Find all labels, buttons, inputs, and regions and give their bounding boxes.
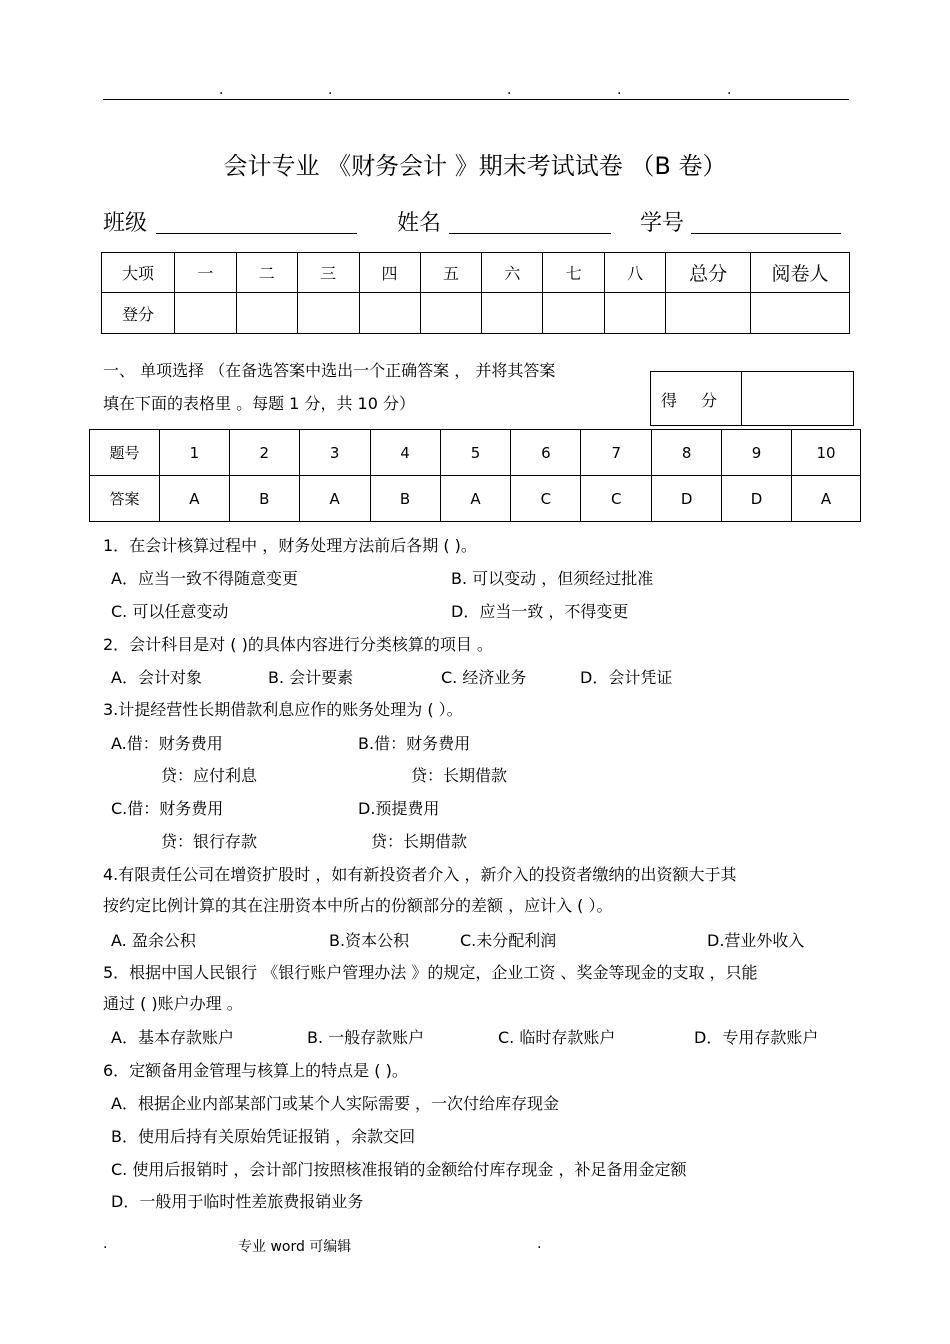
question-1-option-c: C. 可以任意变动 — [111, 602, 229, 621]
score-entry-cell[interactable] — [236, 293, 297, 334]
score-header-cell: 三 — [297, 253, 359, 293]
section1-instruction: 一、 单项选择 （在备选答案中选出一个正确答案 ， 并将其答案 — [103, 361, 556, 380]
question-6-option-b: B．使用后持有关原始凭证报销 ，余款交回 — [111, 1127, 416, 1146]
question-number-cell: 10 — [792, 430, 861, 476]
answer-cell[interactable]: A — [792, 476, 861, 522]
score-header-cell: 阅卷人 — [751, 253, 850, 293]
question-5-stem-line1: 5．根据中国人民银行 《银行账户管理办法 》的规定，企业工资 、奖金等现金的支取 ，只能 — [103, 963, 758, 982]
answer-cell[interactable]: B — [229, 476, 299, 522]
question-1-option-d: D．应当一致 ，不得变更 — [451, 602, 629, 621]
question-1-option-b: B. 可以变动 ，但须经过批准 — [451, 569, 654, 588]
answer-cell[interactable]: D — [652, 476, 722, 522]
question-2-option-b: B. 会计要素 — [268, 668, 354, 687]
question-number-cell: 4 — [370, 430, 440, 476]
section1-instruction: 填在下面的表格里 。每题 1 分，共 10 分） — [103, 394, 415, 413]
question-4-stem-line2: 按约定比例计算的其在注册资本中所占的份额部分的差额 ，应计入 ( ）。 — [103, 896, 613, 915]
score-entry-cell[interactable] — [751, 293, 850, 334]
question-3-option-b-debit: B.借：财务费用 — [358, 734, 471, 753]
question-number-cell: 8 — [652, 430, 722, 476]
score-header-cell: 七 — [543, 253, 605, 293]
question-6-stem: 6．定额备用金管理与核算上的特点是 ( )。 — [103, 1061, 408, 1080]
score-entry-cell[interactable] — [605, 293, 666, 334]
question-4-option-c: C.未分配利润 — [460, 931, 557, 950]
student-id-field[interactable] — [691, 233, 841, 234]
question-3-option-c-debit: C.借：财务费用 — [111, 799, 224, 818]
answer-table — [89, 429, 861, 522]
question-1-option-a: A．应当一致不得随意变更 — [111, 569, 298, 588]
score-entry-cell[interactable] — [174, 293, 236, 334]
question-6-option-a: A．根据企业内部某部门或某个人实际需要 ，一次付给库存现金 — [111, 1094, 560, 1113]
question-number-cell: 2 — [229, 430, 299, 476]
question-5-stem-line2: 通过 ( )账户办理 。 — [103, 994, 243, 1013]
question-3-option-b-credit: 贷：长期借款 — [411, 766, 508, 785]
question-5-option-b: B. 一般存款账户 — [307, 1028, 425, 1047]
answer-cell[interactable]: D — [722, 476, 792, 522]
question-1-stem: 1．在会计核算过程中 ，财务处理方法前后各期 ( )。 — [103, 536, 477, 555]
score-entry-cell[interactable] — [482, 293, 543, 334]
name-field[interactable] — [449, 233, 611, 234]
header-dot: . — [727, 82, 732, 98]
score-header-cell: 一 — [174, 253, 236, 293]
score-header-cell: 六 — [482, 253, 543, 293]
score-header-cell: 大项 — [102, 253, 175, 293]
score-header-cell: 八 — [605, 253, 666, 293]
question-3-option-c-credit: 贷：银行存款 — [161, 832, 258, 851]
score-entry-cell[interactable] — [420, 293, 482, 334]
score-row-label: 登分 — [102, 293, 175, 334]
question-4-option-a: A. 盈余公积 — [111, 931, 196, 950]
score-header-cell: 二 — [236, 253, 297, 293]
exam-title: 会计专业 《财务会计 》期末考试试卷 （B 卷） — [223, 152, 727, 180]
question-2-option-a: A．会计对象 — [111, 668, 202, 687]
answer-cell[interactable]: C — [581, 476, 652, 522]
question-4-option-d: D.营业外收入 — [707, 931, 805, 950]
score-label: 得分 — [661, 391, 742, 410]
question-number-cell: 9 — [722, 430, 792, 476]
score-entry-cell[interactable] — [543, 293, 605, 334]
answer-table-header-label: 题号 — [90, 430, 160, 476]
score-header-cell: 四 — [359, 253, 420, 293]
answer-cell[interactable]: A — [299, 476, 370, 522]
question-5-option-c: C. 临时存款账户 — [498, 1028, 616, 1047]
section-score-box — [650, 371, 854, 426]
class-label: 班级 — [103, 211, 148, 236]
score-entry-cell[interactable] — [359, 293, 420, 334]
score-table — [101, 252, 850, 334]
question-number-cell: 5 — [440, 430, 511, 476]
question-3-option-a-debit: A.借：财务费用 — [111, 734, 223, 753]
question-5-option-d: D．专用存款账户 — [694, 1028, 819, 1047]
question-4-stem-line1: 4.有限责任公司在增资扩股时 ，如有新投资者介入 ，新介入的投资者缴纳的出资额大于其 — [103, 865, 737, 884]
class-field[interactable] — [156, 233, 357, 234]
footer-text: 专业 word 可编辑 — [238, 1239, 352, 1255]
score-entry-cell[interactable] — [666, 293, 751, 334]
question-5-option-a: A．基本存款账户 — [111, 1028, 234, 1047]
question-3-option-a-credit: 贷：应付利息 — [161, 766, 258, 785]
question-3-stem: 3.计提经营性长期借款利息应作的账务处理为 ( ）。 — [103, 700, 463, 719]
footer-dot-right: . — [537, 1236, 542, 1252]
answer-cell[interactable]: A — [159, 476, 229, 522]
score-header-cell: 五 — [420, 253, 482, 293]
question-4-option-b: B.资本公积 — [329, 931, 410, 950]
header-dot: . — [507, 82, 512, 98]
header-dot: . — [219, 82, 224, 98]
header-dot: . — [328, 82, 333, 98]
header-dot: . — [617, 82, 622, 98]
question-2-option-d: D．会计凭证 — [580, 668, 673, 687]
question-6-option-d: D．一般用于临时性差旅费报销业务 — [111, 1192, 364, 1211]
question-2-option-c: C. 经济业务 — [441, 668, 527, 687]
question-6-option-c: C. 使用后报销时 ，会计部门按照核准报销的金额给付库存现金 ，补足备用金定额 — [111, 1160, 687, 1179]
header-rule — [103, 99, 849, 100]
answer-table-answer-label: 答案 — [90, 476, 160, 522]
answer-cell[interactable]: A — [440, 476, 511, 522]
answer-cell[interactable]: C — [511, 476, 581, 522]
question-number-cell: 3 — [299, 430, 370, 476]
score-entry-cell[interactable] — [297, 293, 359, 334]
question-number-cell: 7 — [581, 430, 652, 476]
question-3-option-d-credit: 贷：长期借款 — [371, 832, 468, 851]
footer-dot-left: . — [103, 1236, 108, 1252]
question-3-option-d-debit: D.预提费用 — [358, 799, 440, 818]
question-2-stem: 2．会计科目是对 ( )的具体内容进行分类核算的项目 。 — [103, 635, 493, 654]
score-header-cell: 总分 — [666, 253, 751, 293]
answer-cell[interactable]: B — [370, 476, 440, 522]
name-label: 姓名 — [397, 211, 442, 236]
question-number-cell: 6 — [511, 430, 581, 476]
score-box-divider — [741, 372, 742, 425]
student-id-label: 学号 — [640, 211, 685, 236]
question-number-cell: 1 — [159, 430, 229, 476]
